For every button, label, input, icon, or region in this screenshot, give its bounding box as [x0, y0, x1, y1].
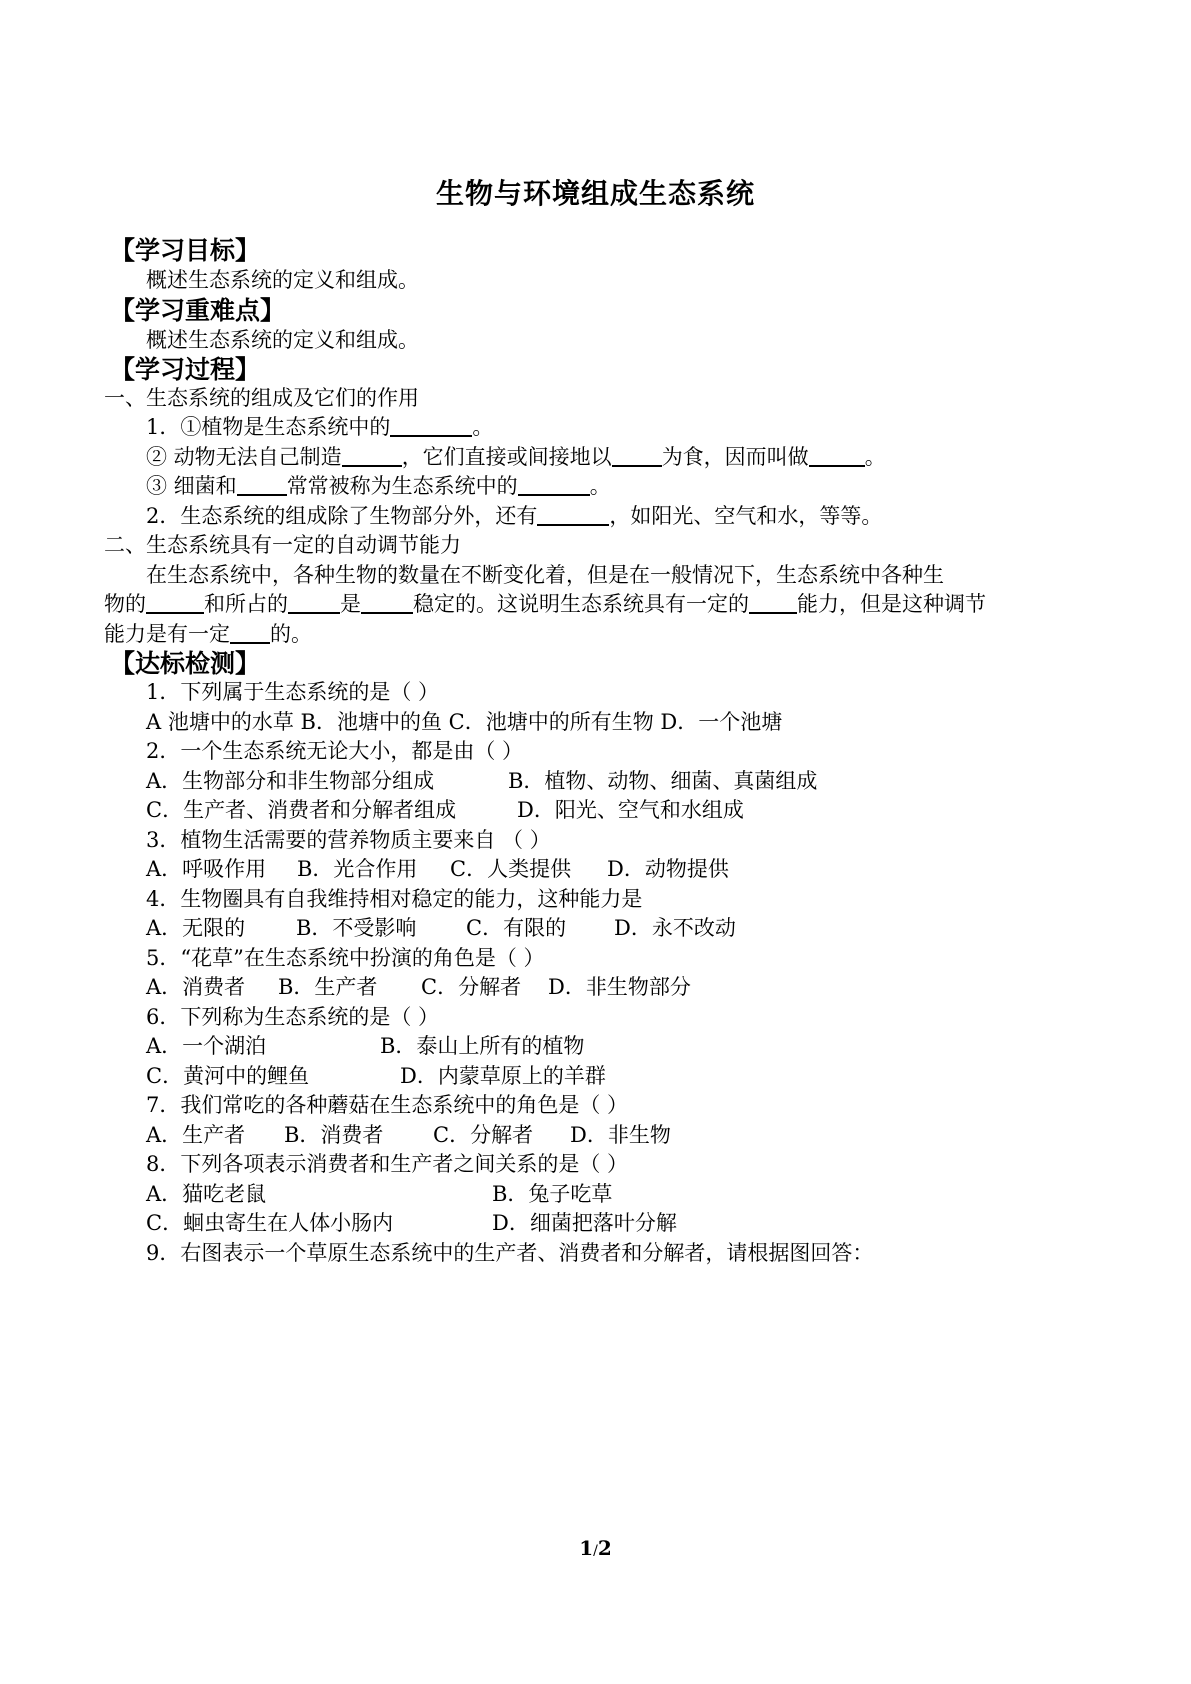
q8-option-d: D．细菌把落叶分解 — [492, 1211, 677, 1235]
q2-option-a: A．生物部分和非生物部分组成 — [146, 769, 435, 793]
question-8: 8．下列各项表示消费者和生产者之间关系的是（ ） — [146, 1152, 629, 1176]
question-5: 5．“花草”在生态系统中扮演的角色是（ ） — [146, 946, 545, 970]
q4-option-b: B．不受影响 — [296, 916, 417, 940]
page-number: 1/2 — [579, 1536, 612, 1560]
q7-option-b: B．消费者 — [284, 1123, 384, 1147]
q3-option-a: A．呼吸作用 — [146, 857, 267, 881]
answer-blank[interactable] — [146, 592, 204, 614]
q4-option-c: C．有限的 — [466, 916, 567, 940]
q2-option-b: B．植物、动物、细菌、真菌组成 — [508, 769, 818, 793]
q7-option-a: A．生产者 — [146, 1123, 246, 1147]
q4-option-a: A．无限的 — [146, 916, 246, 940]
fill-line-1: 1．①植物是生态系统中的 。 — [146, 415, 494, 439]
q3-option-b: B．光合作用 — [297, 857, 418, 881]
fill-line-2: ② 动物无法自己制造 ，它们直接或间接地以 为食，因而叫做 。 — [146, 445, 886, 469]
answer-blank[interactable] — [390, 415, 472, 437]
answer-blank[interactable] — [518, 474, 590, 496]
goal-text: 概述生态系统的定义和组成。 — [146, 268, 419, 292]
answer-blank[interactable] — [361, 592, 413, 614]
q6-option-a: A．一个湖泊 — [146, 1034, 267, 1058]
part-two-heading: 二、生态系统具有一定的自动调节能力 — [104, 533, 461, 557]
answer-blank[interactable] — [288, 592, 340, 614]
key-points-text: 概述生态系统的定义和组成。 — [146, 328, 419, 352]
q6-option-d: D．内蒙草原上的羊群 — [400, 1064, 606, 1088]
q6-option-c: C．黄河中的鲤鱼 — [146, 1064, 310, 1088]
question-1: 1．下列属于生态系统的是（ ） — [146, 680, 440, 704]
q4-option-d: D．永不改动 — [614, 916, 736, 940]
fill-line-4: 2．生态系统的组成除了生物部分外，还有 ，如阳光、空气和水，等等。 — [146, 504, 883, 528]
answer-blank[interactable] — [230, 622, 270, 644]
q8-option-a: A．猫吃老鼠 — [146, 1182, 267, 1206]
question-4: 4．生物圈具有自我维持相对稳定的能力，这种能力是 — [146, 887, 643, 911]
q7-option-c: C．分解者 — [433, 1123, 534, 1147]
question-3: 3．植物生活需要的营养物质主要来自 （ ） — [146, 828, 551, 852]
page-title: 生物与环境组成生态系统 — [435, 177, 755, 210]
question-7: 7．我们常吃的各种蘑菇在生态系统中的角色是（ ） — [146, 1093, 629, 1117]
paragraph-line-1: 在生态系统中，各种生物的数量在不断变化着，但是在一般情况下，生态系统中各种生 — [146, 563, 944, 587]
answer-blank[interactable] — [749, 592, 797, 614]
section-heading-key-points: 【学习重难点】 — [110, 296, 286, 325]
question-2: 2．一个生态系统无论大小，都是由（ ） — [146, 739, 524, 763]
answer-blank[interactable] — [537, 504, 609, 526]
section-heading-process: 【学习过程】 — [110, 355, 261, 384]
q8-option-b: B．兔子吃草 — [492, 1182, 613, 1206]
section-heading-test: 【达标检测】 — [110, 649, 261, 678]
answer-blank[interactable] — [342, 445, 402, 467]
q3-option-c: C．人类提供 — [450, 857, 572, 881]
question-1-options: A 池塘中的水草 B．池塘中的鱼 C．池塘中的所有生物 D．一个池塘 — [146, 710, 783, 734]
q5-option-d: D．非生物部分 — [548, 975, 691, 999]
q2-option-d: D．阳光、空气和水组成 — [517, 798, 744, 822]
q6-option-b: B．泰山上所有的植物 — [380, 1034, 585, 1058]
q5-option-a: A．消费者 — [146, 975, 246, 999]
q3-option-d: D．动物提供 — [607, 857, 729, 881]
q2-option-c: C．生产者、消费者和分解者组成 — [146, 798, 457, 822]
q5-option-b: B．生产者 — [278, 975, 378, 999]
question-6: 6．下列称为生态系统的是（ ） — [146, 1005, 440, 1029]
paragraph-line-3: 能力是有一定 的。 — [104, 622, 312, 646]
answer-blank[interactable] — [237, 474, 287, 496]
q7-option-d: D．非生物 — [570, 1123, 671, 1147]
question-9: 9．右图表示一个草原生态系统中的生产者、消费者和分解者，请根据图回答： — [146, 1241, 874, 1265]
answer-blank[interactable] — [809, 445, 865, 467]
q5-option-c: C．分解者 — [421, 975, 522, 999]
answer-blank[interactable] — [612, 445, 662, 467]
fill-line-3: ③ 细菌和 常常被称为生态系统中的 。 — [146, 474, 611, 498]
q8-option-c: C．蛔虫寄生在人体小肠内 — [146, 1211, 394, 1235]
paragraph-line-2: 物的 和所占的 是 稳定的。这说明生态系统具有一定的 能力，但是这种调节 — [104, 592, 986, 616]
section-heading-goals: 【学习目标】 — [110, 236, 261, 265]
part-one-heading: 一、生态系统的组成及它们的作用 — [104, 386, 419, 410]
